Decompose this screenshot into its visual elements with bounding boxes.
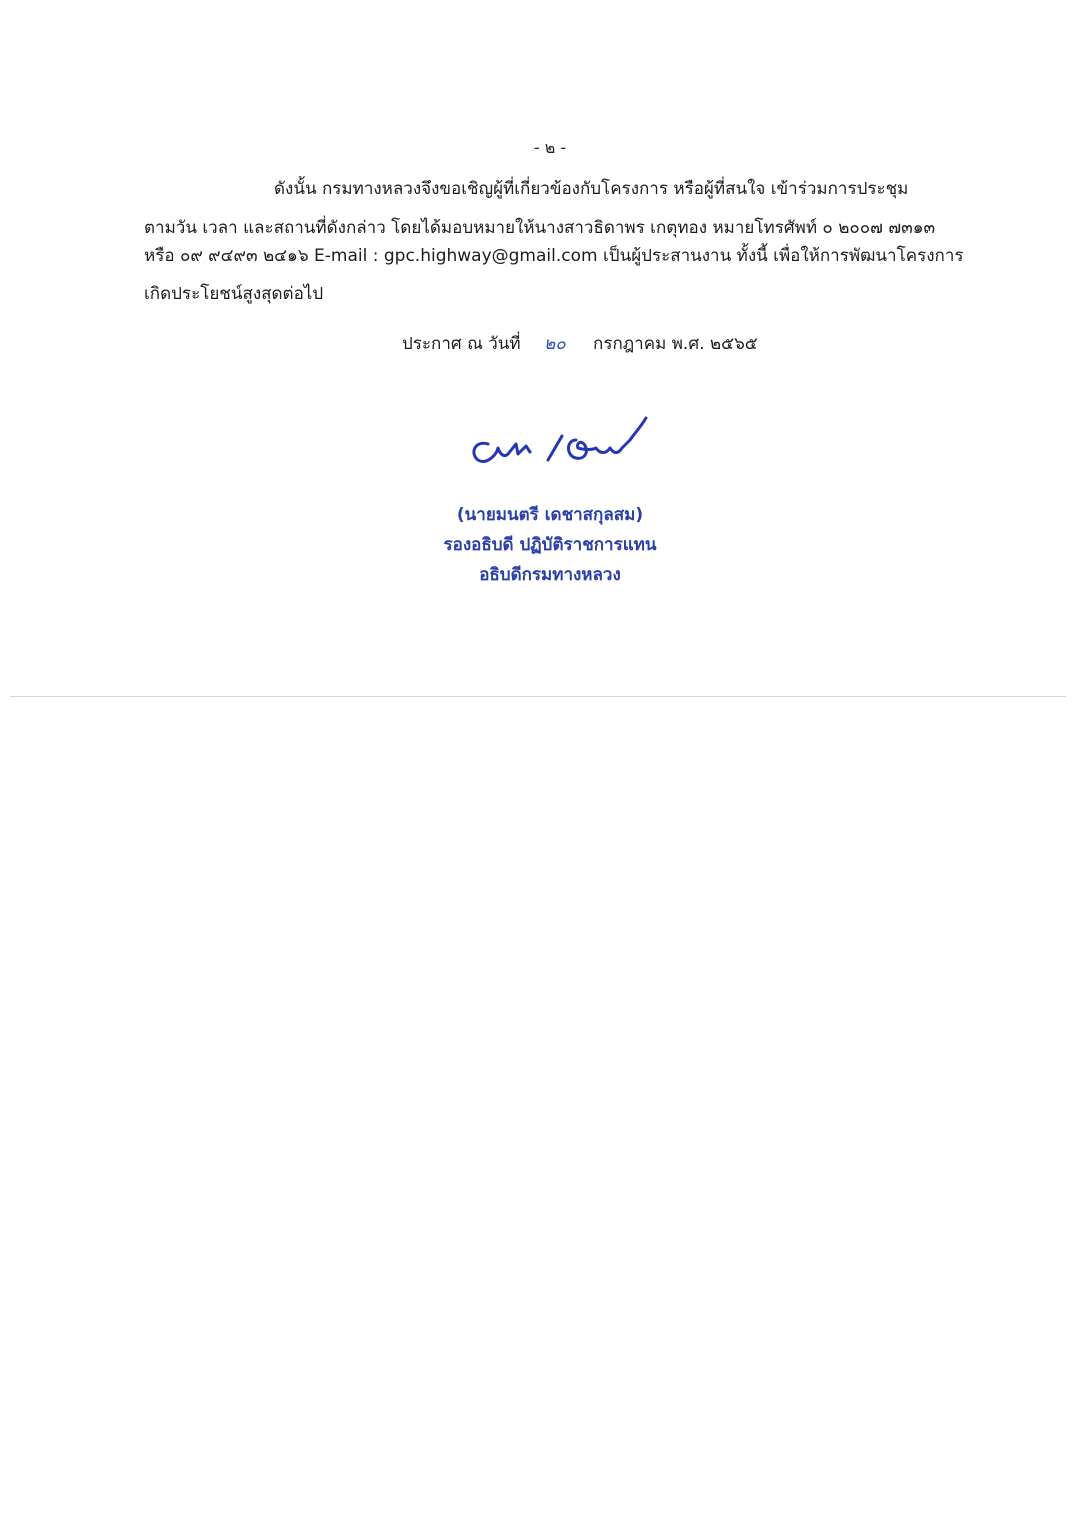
page-number: - ๒ - — [533, 138, 567, 157]
body-line-4: เกิดประโยชน์สูงสุดต่อไป — [144, 284, 324, 304]
signer-name: (นายมนตรี เดชาสกุลสม) — [456, 505, 644, 525]
handwritten-signature — [466, 410, 651, 472]
body-line-3: หรือ ๐๙ ๙๔๙๓ ๒๔๑๖ E-mail : gpc.highway@gmail.com เป็นผู้ประสานงาน ทั้งนี้ เพื่อให้การพัฒนาโครงการ — [144, 246, 964, 266]
signer-title: อธิบดีกรมทางหลวง — [479, 565, 621, 585]
body-line-1: ดังนั้น กรมทางหลวงจึงขอเชิญผู้ที่เกี่ยวข้องกับโครงการ หรือผู้ที่สนใจ เข้าร่วมการประชุม — [274, 179, 909, 199]
announcement-date — [402, 330, 758, 357]
announcement-prefix: ประกาศ ณ วันที่ — [402, 334, 521, 354]
signer-position: รองอธิบดี ปฏิบัติราชการแทน — [443, 535, 657, 555]
announcement-day: ๒๐ — [544, 334, 566, 354]
page-divider — [10, 696, 1066, 697]
announcement-suffix: กรกฎาคม พ.ศ. ๒๕๖๕ — [593, 334, 758, 354]
body-line-2: ตามวัน เวลา และสถานที่ดังกล่าว โดยได้มอบหมายให้นางสาวธิดาพร เกตุทอง หมายโทรศัพท์ ๐ ๒๐๐๗ ๗๓๑๓ — [144, 218, 936, 238]
